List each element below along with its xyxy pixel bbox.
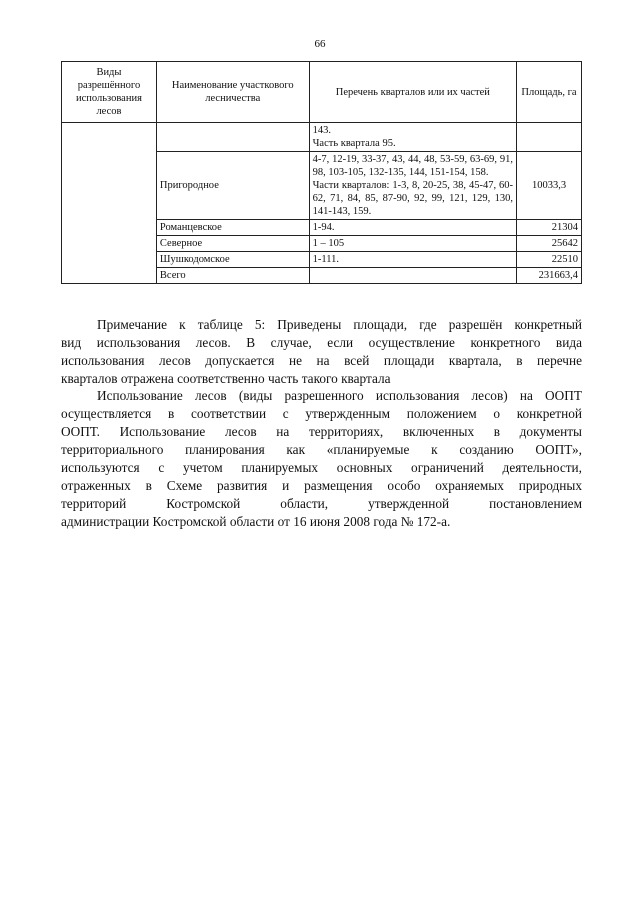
page-number: 66 [314, 38, 326, 50]
paragraph-line: Использование лесов (виды разрешенного использования лесов) на ООПТ [97, 388, 582, 403]
forestry-name-cell: Северное [156, 236, 309, 252]
header-use-type: Виды разрешённого использования лесов [62, 62, 157, 123]
header-quarters: Перечень кварталов или их частей [309, 62, 516, 123]
header-forestry-name: Наименование участкового лесничества [156, 62, 309, 123]
quarters-parts-list: Части кварталов: 1-3, 8, 20-25, 38, 45-47, 60-62, 71, 84, 85, 87-90, 92, 99, 121, 129, 130, 141-143, 159. [312, 180, 514, 217]
area-cell: 10033,3 [517, 152, 582, 220]
note-line: вид использования лесов. В случае, если осуществление конкретного вида [61, 335, 582, 350]
note-line: Примечание к таблице 5: Приведены площади, где разрешён конкретный [97, 317, 582, 332]
total-label-cell: Всего [156, 268, 309, 284]
paragraph-line: осуществляется в соответствии с утвержденным положением о конкретной [61, 406, 582, 421]
area-cell: 21304 [517, 220, 582, 236]
quarters-cell [309, 152, 516, 220]
quarters-cell: 1-111. [309, 252, 516, 268]
quarters-cell [309, 123, 516, 152]
area-cell: 22510 [517, 252, 582, 268]
forestry-name-cell: Пригородное [156, 152, 309, 220]
table-header-row [62, 62, 582, 123]
forestry-name-cell: Романцевское [156, 220, 309, 236]
paragraph-line: администрации Костромской области от 16 июня 2008 года № 172-а. [61, 514, 451, 529]
table-note [61, 316, 582, 388]
table-row [62, 123, 582, 152]
quarters-cell: 1-94. [309, 220, 516, 236]
header-area: Площадь, га [517, 62, 582, 123]
paragraph-line: территорий Костромской области, утвержденной постановлением [61, 496, 582, 511]
quarters-line: 143. [312, 125, 331, 136]
area-cell [517, 123, 582, 152]
paragraph-line: используются с учетом планируемых основных ограничений деятельности, [61, 460, 582, 475]
forestry-name-cell [156, 123, 309, 152]
quarters-list: 4-7, 12-19, 33-37, 43, 44, 48, 53-59, 63-69, 91, 98, 103-105, 132-135, 144, 151-154, 158. [312, 154, 514, 178]
forest-use-table [61, 61, 582, 284]
quarters-cell: 1 – 105 [309, 236, 516, 252]
paragraph-line: ООПТ. Использование лесов на территориях, включенных в документы [61, 424, 582, 439]
body-paragraph [61, 387, 582, 531]
use-type-cell [62, 123, 157, 284]
forestry-name-cell: Шушкодомское [156, 252, 309, 268]
total-area-cell: 231663,4 [517, 268, 582, 284]
paragraph-line: отраженных в Схеме развития и размещения особо охраняемых природных [61, 478, 582, 493]
quarters-line: Часть квартала 95. [312, 138, 396, 149]
quarters-cell [309, 268, 516, 284]
note-line: использования лесов допускается не на всей площади квартала, в перечне [61, 353, 582, 368]
paragraph-line: территориального планирования как «планируемые к созданию ООПТ», [61, 442, 582, 457]
area-cell: 25642 [517, 236, 582, 252]
note-line: кварталов отражена соответственно часть такого квартала [61, 371, 391, 386]
